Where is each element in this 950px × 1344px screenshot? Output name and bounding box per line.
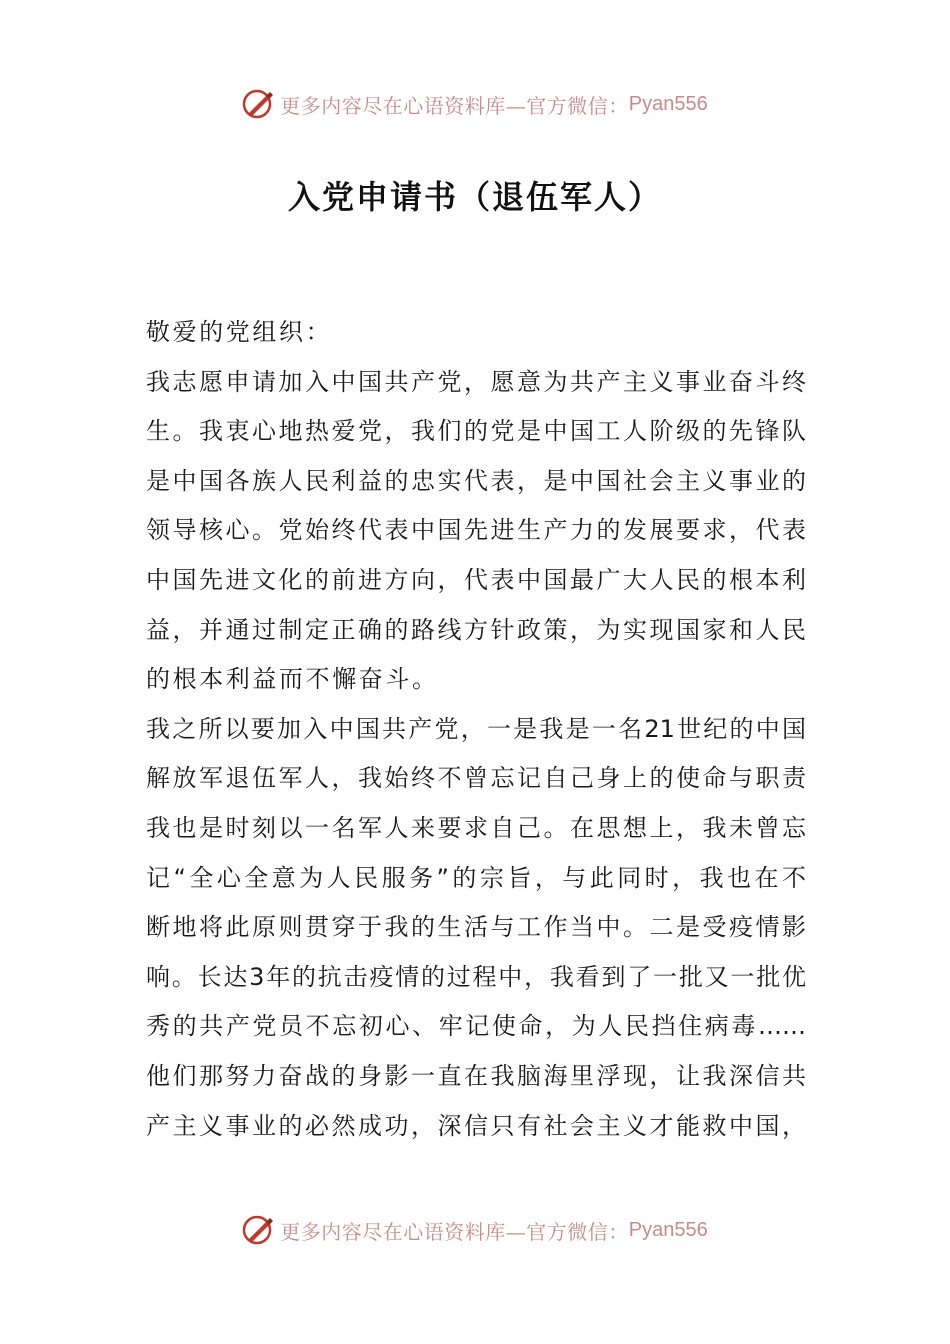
text-line: 我志愿申请加入中国共产党，愿意为共产主义事业奋斗终	[146, 367, 806, 396]
text-line: 是中国各族人民利益的忠实代表，是中国社会主义事业的	[146, 466, 806, 495]
text-line: 生。我衷心地热爱党，我们的党是中国工人阶级的先锋队	[146, 417, 806, 446]
text-line: 解放军退伍军人，我始终不曾忘记自己身上的使命与职责	[146, 764, 806, 793]
text-line: 中国先进文化的前进方向，代表中国最广大人民的根本利	[146, 565, 806, 594]
wechat-id: Pyan556	[628, 1218, 708, 1241]
text-line: 响。长达3年的抗击疫情的过程中，我看到了一批又一批优	[146, 962, 806, 991]
text-line: 断地将此原则贯穿于我的生活与工作当中。二是受疫情影	[146, 913, 806, 942]
banner-text: 更多内容尽在心语资料库—官方微信：	[280, 93, 629, 118]
text-line: 领导核心。党始终代表中国先进生产力的发展要求，代表	[146, 516, 806, 545]
text-line: 秀的共产党员不忘初心、牢记使命，为人民挡住病毒……	[146, 1012, 806, 1041]
document-body	[146, 308, 806, 1151]
text-line: 我之所以要加入中国共产党，一是我是一名21世纪的中国	[146, 714, 806, 743]
banner-text: 更多内容尽在心语资料库—官方微信：	[280, 1219, 629, 1244]
pen-logo-icon	[242, 1213, 276, 1247]
header-banner	[0, 84, 950, 124]
text-line: 产主义事业的必然成功，深信只有社会主义才能救中国，	[146, 1111, 806, 1140]
page-title: 入党申请书（退伍军人）	[287, 178, 662, 216]
text-line: 的根本利益而不懈奋斗。	[146, 665, 439, 694]
text-line: 记“全心全意为人民服务”的宗旨，与此同时，我也在不	[146, 863, 806, 892]
pen-logo-icon	[242, 87, 276, 121]
text-line: 敬爱的党组织：	[146, 318, 333, 346]
text-line: 他们那努力奋战的身影一直在我脑海里浮现，让我深信共	[146, 1061, 806, 1090]
text-line: 益，并通过制定正确的路线方针政策，为实现国家和人民	[146, 615, 806, 644]
wechat-id: Pyan556	[628, 92, 708, 115]
text-line: 我也是时刻以一名军人来要求自己。在思想上，我未曾忘	[146, 813, 806, 842]
footer-banner	[0, 1210, 950, 1250]
